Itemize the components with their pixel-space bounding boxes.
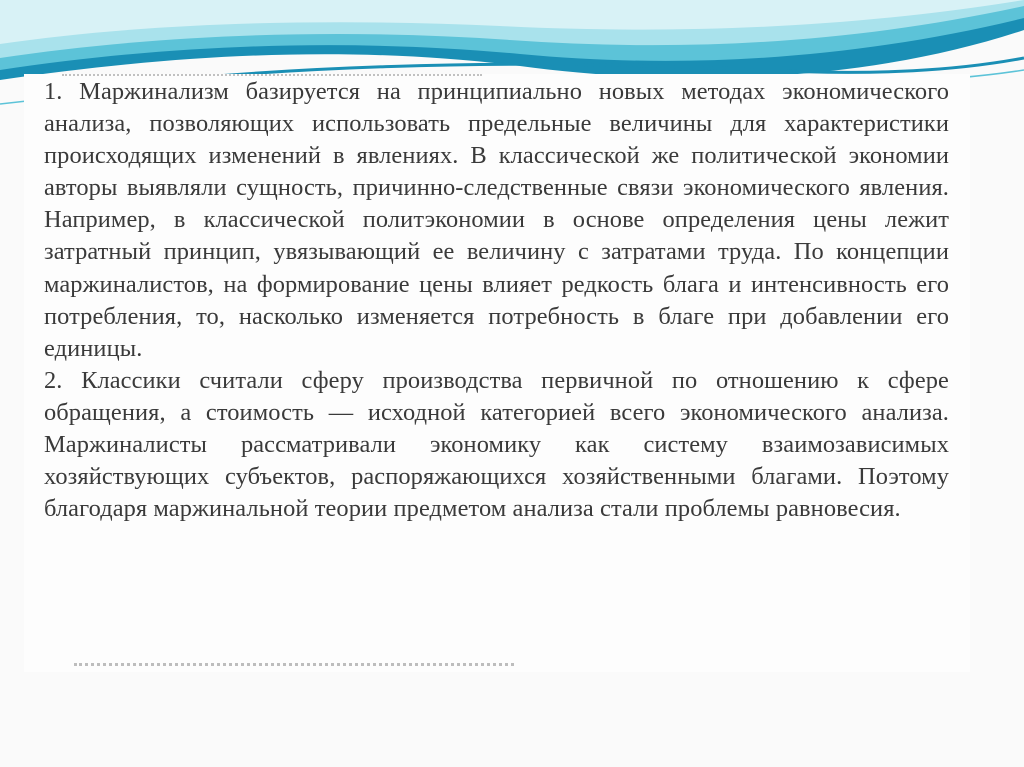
scanned-text-page xyxy=(24,74,970,672)
document-text: 1. Маржинализм базируется на принципиально новых методах экономического анализа, позволяющих использовать предельные величины для характеристики происходящих изменений в явлениях. В классической же политической экономии авторы выявляли сущность, причинно-следственные связи экономического явления. Например, в классической политэкономии в основе определения цены лежит затратный принцип, увязывающий ее величину с затратами труда. По концепции маржиналистов, на формирование цены влияет редкость блага и интенсивность его потребления, то, насколько изменяется потребность в благе при добавлении его единицы. 2. Классики считали сферу производства первичной по отношению к сфере обращения, а стоимость — исходной категорией всего экономического анализа. Маржиналисты рассматривали экономику как систему взаимозависимых хозяйствующих субъектов, распоряжающихся хозяйственными благами. Поэтому благодаря маржинальной теории предметом анализа стали проблемы равновесия. xyxy=(44,78,949,523)
cropped-next-line xyxy=(74,663,514,672)
